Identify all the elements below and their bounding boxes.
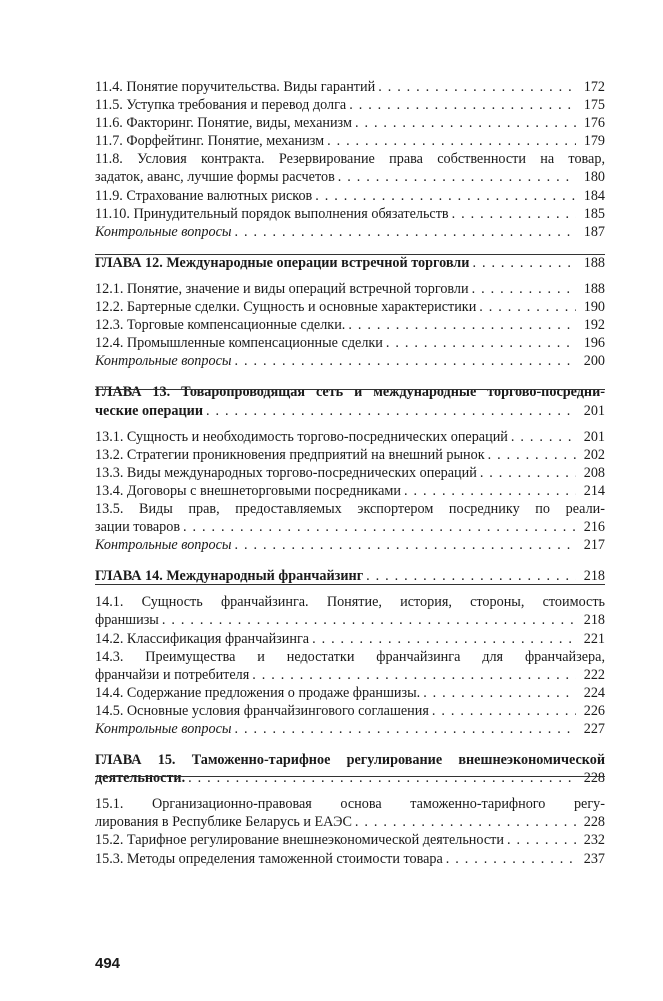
page-ref: 228 — [583, 770, 605, 787]
toc-entry-14-1-line1: 14.1. Сущность франчайзинга. Понятие, история, стороны, стоимость — [95, 594, 605, 611]
toc-entry-14-4: 14.4. Содержание предложения о продаже франшизы. . . . 224 — [95, 684, 605, 702]
page-ref: 237 — [583, 850, 605, 867]
page-ref: 187 — [583, 223, 605, 240]
page-ref: 190 — [583, 299, 605, 316]
page-ref: 228 — [583, 814, 605, 831]
chapter-12-title: ГЛАВА 12. Международные операции встречной торговли . . . 188 — [95, 254, 605, 272]
page-ref: 180 — [583, 169, 605, 186]
page-ref: 214 — [583, 482, 605, 499]
page-ref: 179 — [583, 133, 605, 150]
page-ref: 188 — [583, 280, 605, 297]
toc-entry-11-7: 11.7. Форфейтинг. Понятие, механизм . . . 179 — [95, 132, 605, 150]
chapter-14-title: ГЛАВА 14. Международный франчайзинг . . . 218 — [95, 567, 605, 585]
page-number: 494 — [95, 955, 121, 972]
page-ref: 196 — [583, 335, 605, 352]
page-ref: 192 — [583, 317, 605, 334]
toc-questions-14: Контрольные вопросы . . . 227 — [95, 720, 605, 738]
toc-entry-15-3: 15.3. Методы определения таможенной стоимости товара . . . 237 — [95, 850, 605, 868]
toc-entry-13-5: зации товаров . . . 216 — [95, 518, 605, 536]
page-ref: 217 — [583, 537, 605, 554]
page-ref: 172 — [583, 79, 605, 95]
toc-entry-14-5: 14.5. Основные условия франчайзингового соглашения . . . 226 — [95, 702, 605, 720]
page-ref: 201 — [583, 428, 605, 445]
page-ref: 176 — [583, 115, 605, 132]
page-ref: 221 — [583, 630, 605, 647]
page-ref: 201 — [583, 402, 605, 419]
toc-entry-14-1: франшизы . . . 218 — [95, 611, 605, 629]
page-ref: 208 — [583, 464, 605, 481]
toc-entry-15-2: 15.2. Тарифное регулирование внешнеэкономической деятельности . . . 232 — [95, 831, 605, 849]
toc-entry-13-4: 13.4. Договоры с внешнеторговыми посредниками . . . 214 — [95, 482, 605, 500]
toc-entry-14-2: 14.2. Классификация франчайзинга . . . 221 — [95, 630, 605, 648]
page-ref: 216 — [583, 519, 605, 536]
toc-entry-14-3-line1: 14.3. Преимущества и недостатки франчайзинга для франчайзера, — [95, 648, 605, 665]
chapter-13-title-line1: ГЛАВА 13. Товаропроводящая сеть и международные торгово-посредни- — [95, 384, 605, 401]
toc-entry-11-6: 11.6. Факторинг. Понятие, виды, механизм . . . 176 — [95, 114, 605, 132]
toc-entry-14-3: франчайзи и потребителя . . . 222 — [95, 666, 605, 684]
page-ref: 188 — [583, 254, 605, 271]
page-ref: 227 — [583, 721, 605, 737]
toc-entry-12-4: 12.4. Промышленные компенсационные сделки . . . 196 — [95, 334, 605, 352]
page-ref: 232 — [583, 832, 605, 849]
toc-entry-13-1: 13.1. Сущность и необходимость торгово-посреднических операций . . . 201 — [95, 428, 605, 446]
page-ref: 222 — [583, 666, 605, 683]
page-ref: 224 — [583, 684, 605, 701]
toc-entry-13-3: 13.3. Виды международных торгово-посреднических операций . . . 208 — [95, 464, 605, 482]
toc-entry-11-5: 11.5. Уступка требования и перевод долга . . . 175 — [95, 96, 605, 114]
page-ref: 218 — [583, 568, 605, 585]
toc-questions-13: Контрольные вопросы . . . 217 — [95, 536, 605, 554]
chapter-13-title: ческие операции . . . 201 — [95, 402, 605, 420]
table-of-contents — [95, 78, 605, 868]
page-ref: 175 — [583, 97, 605, 114]
page-ref: 184 — [583, 187, 605, 204]
toc-questions-11: Контрольные вопросы . . . 187 — [95, 223, 605, 241]
divider-rule — [95, 389, 605, 390]
page-ref: 226 — [583, 702, 605, 719]
toc-entry-11-9: 11.9. Страхование валютных рисков . . . 184 — [95, 187, 605, 205]
toc-entry-15-1-line1: 15.1. Организационно-правовая основа таможенно-тарифного регу- — [95, 796, 605, 813]
toc-entry-12-1: 12.1. Понятие, значение и виды операций встречной торговли . . . 188 — [95, 280, 605, 298]
toc-entry-11-8: задаток, аванс, лучшие формы расчетов . . . 180 — [95, 168, 605, 186]
chapter-15-title-line1: ГЛАВА 15. Таможенно-тарифное регулирование внешнеэкономической — [95, 752, 605, 769]
toc-entry-12-3: 12.3. Торговые компенсационные сделки. . . . 192 — [95, 316, 605, 334]
toc-questions-12: Контрольные вопросы . . . 200 — [95, 352, 605, 370]
page-ref: 202 — [583, 446, 605, 463]
toc-entry-11-10: 11.10. Принудительный порядок выполнения обязательств . . . 185 — [95, 205, 605, 223]
toc-entry-11-4: 11.4. Понятие поручительства. Виды гарантий . . . 172 — [95, 78, 605, 96]
page-ref: 185 — [583, 205, 605, 222]
toc-entry-12-2: 12.2. Бартерные сделки. Сущность и основные характеристики . . . 190 — [95, 298, 605, 316]
toc-entry-13-2: 13.2. Стратегии проникновения предприятий на внешний рынок . . . 202 — [95, 446, 605, 464]
page-ref: 200 — [583, 353, 605, 370]
toc-entry-13-5-line1: 13.5. Виды прав, предоставляемых экспортером посреднику по реали- — [95, 500, 605, 517]
chapter-15-title: деятельности. . . . 228 — [95, 769, 605, 787]
page-ref: 218 — [583, 612, 605, 629]
divider-rule — [95, 584, 605, 585]
divider-rule — [95, 254, 605, 255]
toc-entry-11-8-line1: 11.8. Условия контракта. Резервирование права собственности на товар, — [95, 151, 605, 168]
toc-entry-15-1: лирования в Республике Беларусь и ЕАЭС . . . 228 — [95, 813, 605, 831]
divider-rule — [95, 776, 605, 777]
